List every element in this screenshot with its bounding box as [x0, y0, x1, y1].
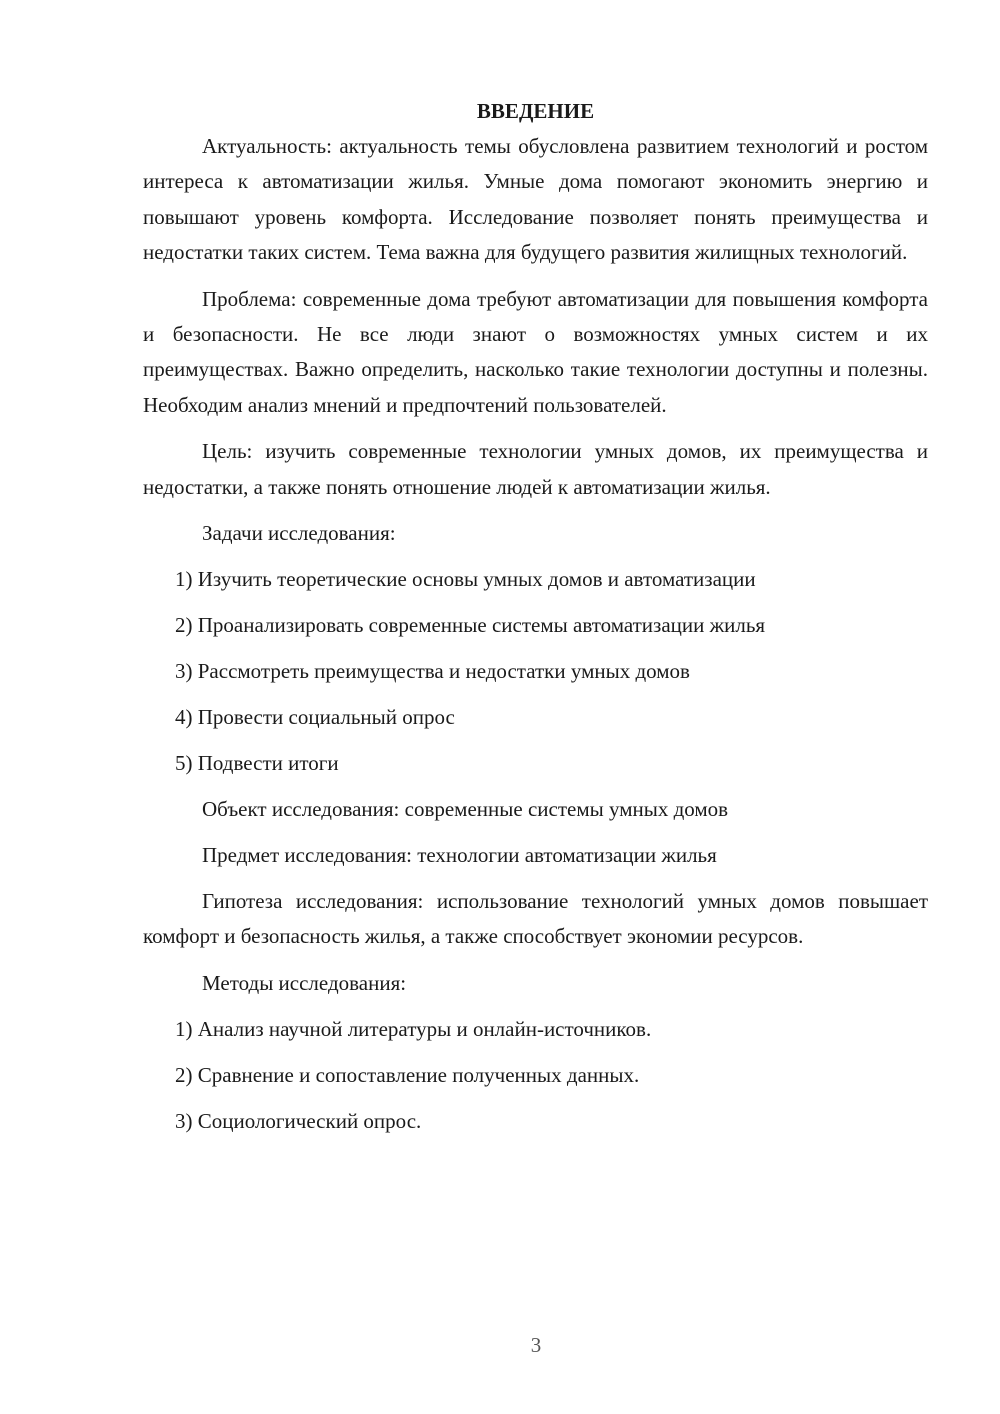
methods-label: Методы исследования: [202, 970, 407, 995]
list-item: 1) Изучить теоретические основы умных домов и автоматизации [175, 567, 756, 592]
subject-line: Предмет исследования: технологии автоматизации жилья [202, 843, 717, 868]
page-title: ВВЕДЕНИЕ [476, 99, 595, 123]
hypothesis-paragraph: Гипотеза исследования: использование технологий умных домов повышает комфорт и безопасность жилья, а также способствует экономии ресурсов. [143, 889, 928, 949]
tasks-list [143, 562, 928, 781]
tasks-label: Задачи исследования: [202, 521, 396, 546]
list-item: 3) Социологический опрос. [175, 1108, 422, 1133]
list-item: 4) Провести социальный опрос [175, 705, 455, 730]
relevance-paragraph: Актуальность: актуальность темы обусловлена развитием технологий и ростом интереса к автоматизации жилья. Умные дома помогают экономить энергию и повышают уровень комфорта. Исследование позволяет понять преимущества и недостатки таких систем. Тема важна для будущего развития жилищных технологий. [143, 134, 928, 265]
list-item: 2) Сравнение и сопоставление полученных данных. [175, 1062, 640, 1087]
list-item: 1) Анализ научной литературы и онлайн-источников. [175, 1016, 652, 1041]
page-content [143, 94, 928, 1150]
methods-list [143, 1012, 928, 1139]
page-number: 3 [530, 1333, 542, 1357]
list-item: 5) Подвести итоги [175, 751, 339, 776]
problem-paragraph: Проблема: современные дома требуют автоматизации для повышения комфорта и безопасности. Не все люди знают о возможностях умных систем и их преимуществах. Важно определить, насколько такие технологии доступны и полезны. Необходим анализ мнений и предпочтений пользователей. [143, 286, 928, 417]
list-item: 2) Проанализировать современные системы автоматизации жилья [175, 613, 766, 638]
object-line: Объект исследования: современные системы умных домов [202, 797, 729, 822]
goal-paragraph: Цель: изучить современные технологии умных домов, их преимущества и недостатки, а также понять отношение людей к автоматизации жилья. [143, 439, 928, 499]
list-item: 3) Рассмотреть преимущества и недостатки умных домов [175, 659, 690, 684]
